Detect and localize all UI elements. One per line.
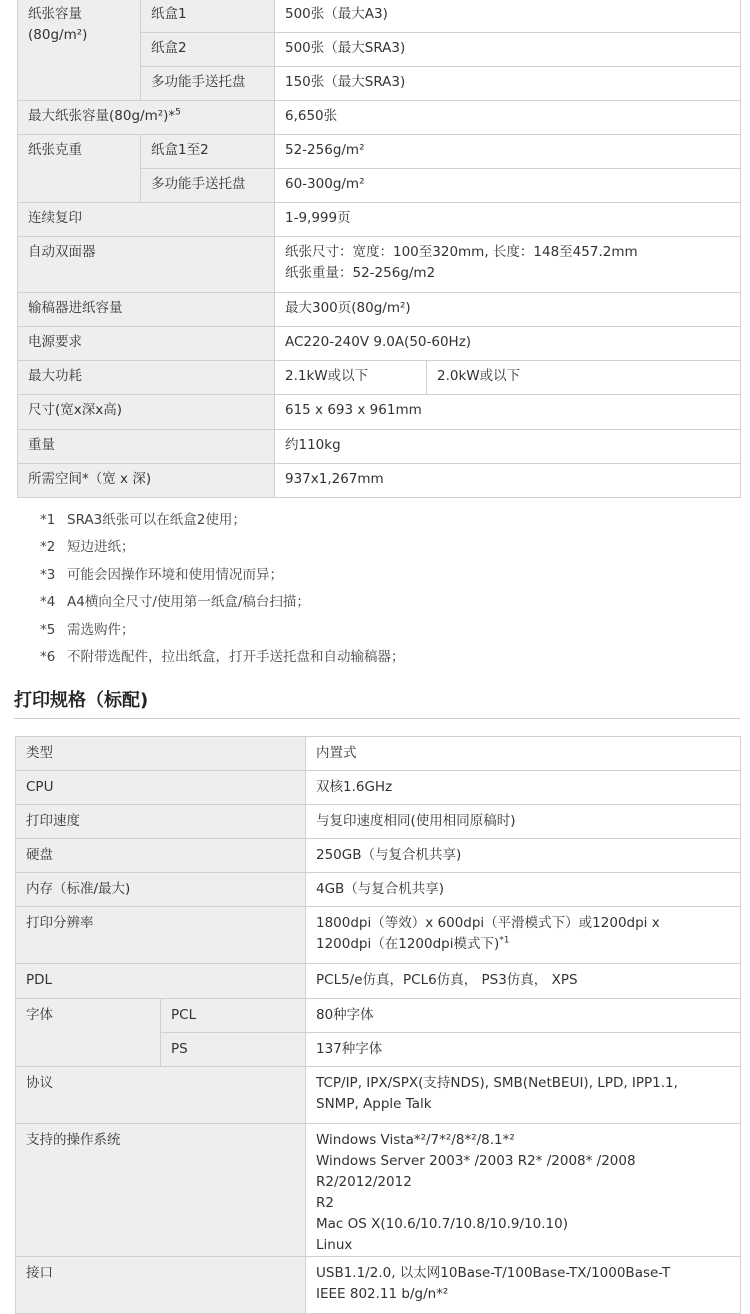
dimensions-label: 尺寸(宽x深x高)	[18, 395, 275, 430]
adf-capacity-value: 最大300页(80g/m²)	[275, 293, 741, 327]
trays-weight-label: 纸盒1至2	[141, 135, 275, 169]
print-speed-value: 与复印速度相同(使用相同原稿时)	[306, 805, 741, 839]
bypass-weight-label: 多功能手送托盘	[141, 169, 275, 203]
footnote: *4 A4横向全尺寸/使用第一纸盒/稿台扫描；	[40, 594, 310, 611]
duplex-value: 纸张尺寸：宽度：100至320mm, 长度：148至457.2mm 纸张重量：52-256g/m2	[275, 237, 741, 293]
cpu-value: 双核1.6GHz	[306, 771, 741, 805]
space-value: 937x1,267mm	[275, 464, 741, 498]
bypass-tray-capacity: 150张（最大SRA3)	[275, 67, 741, 101]
os-label: 支持的操作系统	[16, 1124, 306, 1257]
paper-capacity-label: 纸张容量 (80g/m²)	[18, 0, 141, 101]
footnotes	[40, 509, 405, 673]
pdl-value: PCL5/e仿真，PCL6仿真， PS3仿真， XPS	[306, 964, 741, 999]
tray1-capacity: 500张（最大A3)	[275, 0, 741, 33]
duplex-label: 自动双面器	[18, 237, 275, 293]
protocols-label: 协议	[16, 1067, 306, 1124]
footnote: *5 需选购件；	[40, 621, 135, 638]
memory-label: 内存（标准/最大)	[16, 873, 306, 907]
weight-label: 重量	[18, 430, 275, 464]
type-label: 类型	[16, 737, 306, 771]
power-value: AC220-240V 9.0A(50-60Hz)	[275, 327, 741, 361]
section-divider	[14, 718, 740, 719]
fonts-label: 字体	[16, 999, 161, 1067]
bypass-tray-label: 多功能手送托盘	[141, 67, 275, 101]
weight-value: 约110kg	[275, 430, 741, 464]
ps-fonts-value: 137种字体	[306, 1033, 741, 1067]
print-spec-table	[15, 736, 741, 1314]
adf-capacity-label: 输稿器进纸容量	[18, 293, 275, 327]
cpu-label: CPU	[16, 771, 306, 805]
interface-value: USB1.1/2.0, 以太网10Base-T/100Base-TX/1000Base-T IEEE 802.11 b/g/n*²	[306, 1257, 741, 1314]
trays-weight-value: 52-256g/m²	[275, 135, 741, 169]
tray2-label: 纸盒2	[141, 33, 275, 67]
footnote: *2 短边进纸；	[40, 539, 135, 556]
pcl-label: PCL	[161, 999, 306, 1033]
copier-spec-table	[17, 0, 741, 498]
print-speed-label: 打印速度	[16, 805, 306, 839]
continuous-copy-value: 1-9,999页	[275, 203, 741, 237]
print-section-title: 打印规格（标配)	[14, 690, 149, 711]
resolution-value: 1800dpi（等效）x 600dpi（平滑模式下）或1200dpi x 1200dpi（在1200dpi模式下)$^{*1}$	[306, 907, 741, 964]
type-value: 内置式	[306, 737, 741, 771]
tray2-capacity: 500张（最大SRA3)	[275, 33, 741, 67]
max-capacity-value: 6,650张	[275, 101, 741, 135]
memory-value: 4GB（与复合机共享)	[306, 873, 741, 907]
footnote: *3 可能会因操作环境和使用情况而异；	[40, 566, 283, 583]
pdl-label: PDL	[16, 964, 306, 999]
footnote: *1 SRA3纸张可以在纸盒2使用；	[40, 512, 246, 528]
tray1-label: 纸盒1	[141, 0, 275, 33]
max-capacity-label: 最大纸张容量(80g/m²)*$^5$	[18, 101, 275, 135]
power-label: 电源要求	[18, 327, 275, 361]
footnote: *6 不附带选配件，拉出纸盒，打开手送托盘和自动输稿器；	[40, 648, 405, 665]
interface-label: 接口	[16, 1257, 306, 1314]
paper-weight-label: 纸张克重	[18, 135, 141, 203]
hdd-value: 250GB（与复合机共享)	[306, 839, 741, 873]
pcl-fonts-value: 80种字体	[306, 999, 741, 1033]
os-value: Windows Vista*²/7*²/8*²/8.1*² Windows Server 2003* /2003 R2* /2008* /2008 R2/2012/2012 R2 Mac OS X(10.6/10.7/10.8/10.9/10.10) Linux	[306, 1124, 741, 1257]
resolution-label: 打印分辨率	[16, 907, 306, 964]
consumption-value-b: 2.0kW或以下	[427, 361, 741, 395]
consumption-value-a: 2.1kW或以下	[275, 361, 427, 395]
hdd-label: 硬盘	[16, 839, 306, 873]
protocols-value: TCP/IP, IPX/SPX(支持NDS), SMB(NetBEUI), LPD, IPP1.1, SNMP, Apple Talk	[306, 1067, 741, 1124]
consumption-label: 最大功耗	[18, 361, 275, 395]
ps-label: PS	[161, 1033, 306, 1067]
bypass-weight-value: 60-300g/m²	[275, 169, 741, 203]
space-label: 所需空间*（宽 x 深)	[18, 464, 275, 498]
dimensions-value: 615 x 693 x 961mm	[275, 395, 741, 430]
continuous-copy-label: 连续复印	[18, 203, 275, 237]
